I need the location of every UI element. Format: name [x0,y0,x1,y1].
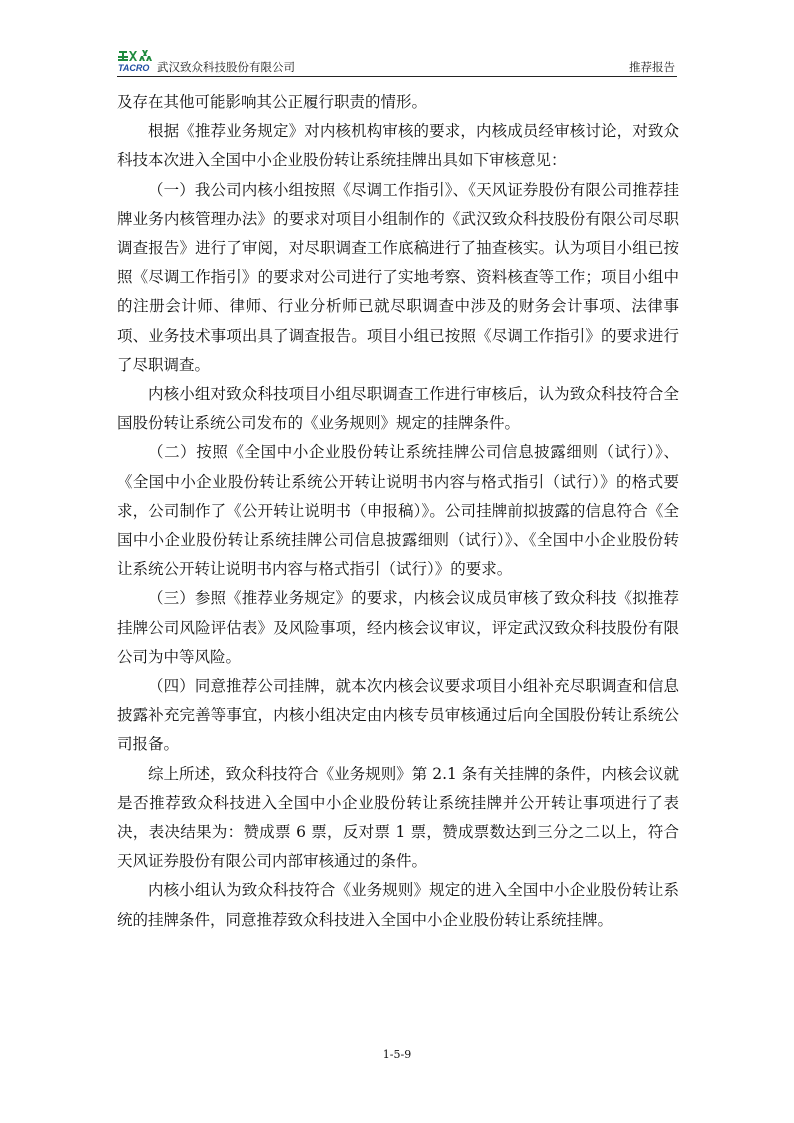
logo-subtext: TACRO [118,63,150,73]
document-body [117,88,679,935]
report-type: 推荐报告 [629,60,675,74]
company-logo [117,48,157,74]
paragraph-conclusion: 内核小组认为致众科技符合《业务规则》规定的进入全国中小企业股份转让系统的挂牌条件，同意推荐致众科技进入全国中小企业股份转让系统挂牌。 [117,881,679,929]
paragraph-review-intro: 根据《推荐业务规定》对内核机构审核的要求，内核成员经审核讨论，对致众科技本次进入全国中小企业股份转让系统挂牌出具如下审核意见： [117,122,679,170]
paragraph-opinion-3: （三）参照《推荐业务规定》的要求，内核会议成员审核了致众科技《拟推荐挂牌公司风险评估表》及风险事项，经内核会议审议，评定武汉致众科技股份有限公司为中等风险。 [117,589,679,666]
paragraph-opinion-1-conclusion: 内核小组对致众科技项目小组尽职调查工作进行审核后，认为致众科技符合全国股份转让系统公司发布的《业务规则》规定的挂牌条件。 [117,385,679,433]
header-divider [117,76,677,77]
paragraph-opinion-1: （一）我公司内核小组按照《尽调工作指引》、《天风证券股份有限公司推荐挂牌业务内核管理办法》的要求对项目小组制作的《武汉致众科技股份有限公司尽职调查报告》进行了审阅，对尽职调查工作底稿进行了抽查核实。认为项目小组已按照《尽调工作指引》的要求对公司进行了实地考察、资料核查等工作；项目小组中的注册会计师、律师、行业分析师已就尽职调查中涉及的财务会计事项、法律事项、业务技术事项出具了调查报告。项目小组已按照《尽调工作指引》的要求进行了尽职调查。 [117,180,679,374]
company-name: 武汉致众科技股份有限公司 [157,60,295,74]
paragraph-continuation: 及存在其他可能影响其公正履行职责的情形。 [117,93,428,111]
paragraph-opinion-4: （四）同意推荐公司挂牌，就本次内核会议要求项目小组补充尽职调查和信息披露补充完善等事宜，内核小组决定由内核专员审核通过后向全国股份转让系统公司报备。 [117,677,679,754]
paragraph-opinion-2: （二）按照《全国中小企业股份转让系统挂牌公司信息披露细则（试行）》、《全国中小企业股份转让系统公开转让说明书内容与格式指引（试行）》的格式要求，公司制作了《公开转让说明书（申报稿）》。公司挂牌前拟披露的信息符合《全国中小企业股份转让系统挂牌公司信息披露细则（试行）》、《全国中小企业股份转让系统公开转让说明书内容与格式指引（试行）》的要求。 [117,443,679,579]
paragraph-summary: 综上所述，致众科技符合《业务规则》第 2.1 条有关挂牌的条件，内核会议就是否推荐致众科技进入全国中小企业股份转让系统挂牌并公开转让事项进行了表决，表决结果为：赞成票 6 票，反对票 1 票，赞成票数达到三分之二以上，符合天风证券股份有限公司内部审核通过的条件。 [117,764,679,871]
page-header [117,48,677,78]
page-number: 1-5-9 [382,1048,412,1061]
